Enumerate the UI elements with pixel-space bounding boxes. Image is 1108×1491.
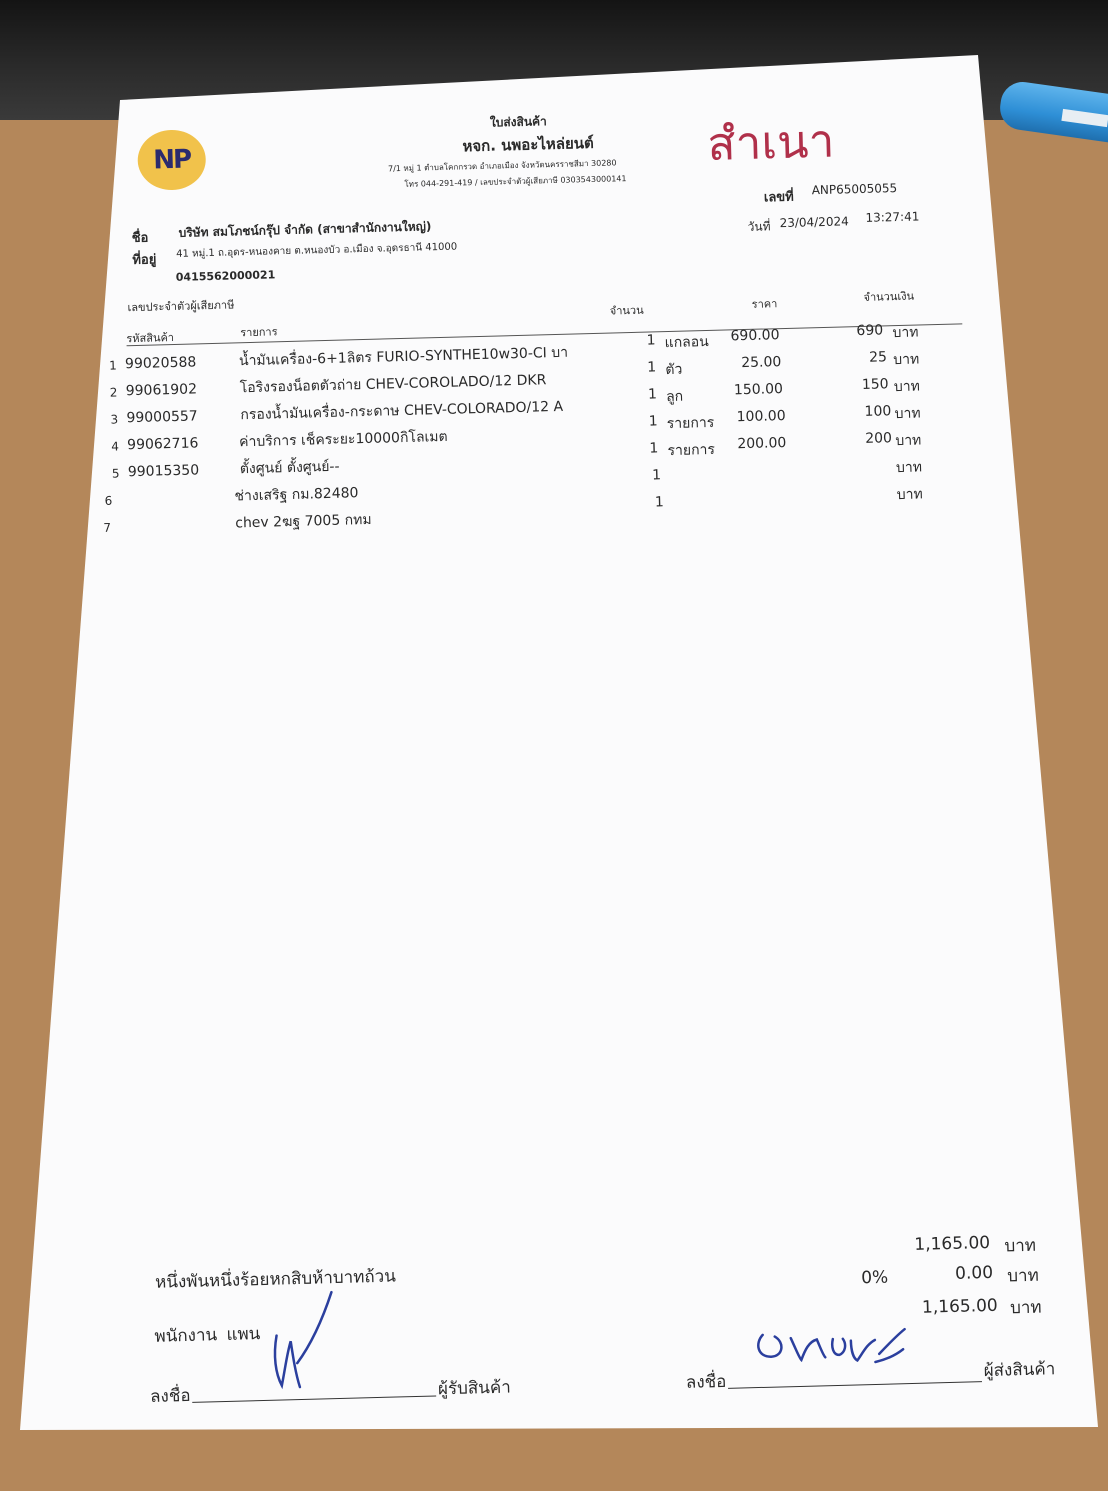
item-amount: 150: [861, 376, 889, 393]
item-price: 690.00: [730, 327, 780, 345]
receiver-label: ผู้รับสินค้า: [437, 1377, 512, 1400]
item-price: 100.00: [736, 407, 786, 426]
customer-tax-label: เลขประจำตัวผู้เสียภาษี: [127, 298, 235, 315]
item-price: 150.00: [733, 381, 784, 399]
item-description: กรองน้ำมันเครื่อง-กระดาษ CHEV-COLORADO/12 A: [240, 398, 564, 424]
customer-address: 41 หมู่.1 ถ.อุดร-หนองคาย ต.หนองบัว อ.เมือง จ.อุดรธานี 41000: [176, 241, 458, 260]
item-code: 99062716: [126, 435, 199, 454]
vat-currency: บาท: [1006, 1265, 1040, 1287]
row-number: 2: [109, 385, 118, 400]
item-description: ค่าบริการ เช็คระยะ10000กิโลเมต: [238, 428, 448, 451]
invoice-number-label: เลขที่: [763, 189, 794, 206]
subtotal-value: 1,165.00: [914, 1232, 991, 1255]
item-qty: 1: [647, 386, 658, 403]
customer-name: บริษัท สมโภชน์กรุ๊ป จำกัด (สาขาสำนักงานใหญ่): [178, 219, 432, 240]
document-title: ใบส่งสินค้า: [489, 114, 547, 130]
company-address: 7/1 หมู่ 1 ตำบลโคกกรวด อำเภอเมือง จังหวัดนครราชสีมา 30280: [387, 158, 617, 174]
item-amount: 25: [868, 349, 888, 366]
item-unit: รายการ: [666, 414, 715, 433]
copy-stamp: สำเนา: [706, 113, 836, 171]
item-description: โอริงรองน็อตตัวถ่าย CHEV-COROLADO/12 DKR: [239, 372, 547, 397]
row-number: 7: [103, 520, 112, 535]
item-unit: ลูก: [665, 388, 684, 406]
item-currency: บาท: [896, 486, 923, 504]
col-header-amount: จำนวนเงิน: [863, 289, 915, 304]
item-code: 99020588: [124, 354, 197, 373]
row-number: 5: [111, 466, 120, 481]
col-header-code: รหัสสินค้า: [126, 330, 175, 346]
item-description: ช่างเสริฐ กม.82480: [234, 485, 359, 505]
item-amount: 100: [864, 403, 892, 420]
item-description: chev 2ฆฐ 7005 กทม: [235, 511, 372, 532]
vat-value: 0.00: [954, 1262, 994, 1284]
invoice-date-label: วันที่: [747, 219, 771, 234]
receiver-sign-label: ลงชื่อ: [149, 1385, 191, 1407]
item-amount: 690: [856, 322, 884, 340]
amount-in-words: หนึ่งพันหนึ่งร้อยหกสิบห้าบาทถ้วน: [154, 1266, 397, 1293]
row-number: 4: [111, 439, 120, 454]
grand-total-currency: บาท: [1009, 1297, 1042, 1319]
item-currency: บาท: [895, 459, 923, 477]
item-price: 200.00: [737, 434, 787, 453]
customer-tax-id: 0415562000021: [175, 268, 276, 284]
item-unit: แกลอน: [664, 333, 709, 352]
receiver-signature: [255, 1286, 348, 1398]
item-description: น้ำมันเครื่อง-6+1ลิตร FURIO-SYNTHE10w30-CI บา: [238, 344, 569, 370]
company-contact: โทร 044-291-419 / เลขประจำตัวผู้เสียภาษี 0303543000141: [404, 174, 627, 189]
invoice-date: 23/04/2024: [779, 214, 849, 231]
item-unit: ตัว: [665, 361, 683, 379]
col-header-desc: รายการ: [240, 325, 278, 340]
row-number: 3: [110, 412, 119, 427]
item-currency: บาท: [893, 351, 920, 369]
staff-label: พนักงาน: [154, 1325, 218, 1347]
invoice-time: 13:27:41: [865, 209, 920, 225]
item-currency: บาท: [895, 432, 922, 450]
invoice-number: ANP65005055: [811, 180, 898, 198]
item-currency: บาท: [892, 324, 919, 342]
row-number: 1: [108, 358, 117, 373]
sender-label: ผู้ส่งสินค้า: [983, 1359, 1056, 1382]
company-name: หจก. นพอะไหล่ยนต์: [462, 133, 594, 156]
item-code: 99000557: [126, 408, 198, 427]
item-currency: บาท: [893, 378, 921, 396]
row-number: 6: [104, 493, 113, 508]
subtotal-currency: บาท: [1004, 1235, 1037, 1257]
sender-signature: [746, 1309, 918, 1393]
item-amount: 200: [865, 430, 893, 447]
item-qty: 1: [654, 494, 664, 511]
item-code: 99061902: [125, 381, 198, 400]
col-header-price: ราคา: [751, 297, 778, 311]
grand-total-value: 1,165.00: [921, 1295, 998, 1318]
item-code: 99015350: [127, 462, 200, 481]
staff-name: แพน: [226, 1324, 261, 1345]
item-description: ตั้งศูนย์ ตั้งศูนย์--: [239, 458, 340, 478]
col-header-qty: จำนวน: [609, 303, 644, 318]
customer-name-label: ชื่อ: [131, 230, 149, 247]
item-price: 25.00: [741, 354, 782, 372]
item-qty: 1: [648, 413, 658, 430]
item-unit: รายการ: [667, 441, 716, 460]
item-qty: 1: [651, 467, 662, 484]
item-qty: 1: [646, 332, 656, 349]
customer-address-label: ที่อยู่: [132, 252, 157, 269]
item-qty: 1: [647, 359, 657, 376]
item-qty: 1: [649, 440, 659, 457]
sender-sign-label: ลงชื่อ: [685, 1371, 727, 1393]
vat-rate: 0%: [860, 1267, 889, 1289]
item-currency: บาท: [894, 405, 921, 423]
company-logo: NP: [137, 129, 207, 191]
